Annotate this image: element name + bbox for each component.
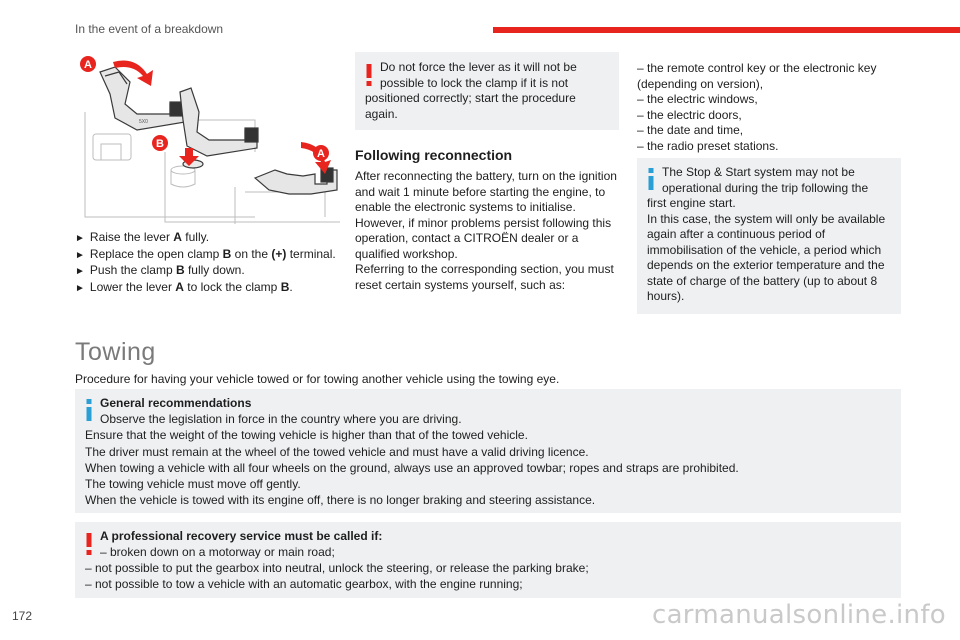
general-line: Ensure that the weight of the towing vehicle is higher than that of the towed vehicle.	[85, 428, 528, 443]
general-line: When the vehicle is towed with its engine off, there is no longer braking and steering assistance.	[85, 493, 596, 508]
step-1: ► Raise the lever A fully.	[75, 230, 210, 244]
general-line: The driver must remain at the wheel of the towed vehicle and must have a valid driving licence.	[85, 444, 589, 459]
step-3: ► Push the clamp B fully down.	[75, 263, 245, 277]
warning-text-rest: positioned correctly; start the procedure again.	[365, 91, 576, 121]
step-arrow-icon: ►	[75, 266, 85, 277]
step-4: ► Lower the lever A to lock the clamp B.	[75, 279, 293, 294]
reconnection-heading: Following reconnection	[355, 147, 513, 163]
towing-intro: Procedure for having your vehicle towed or for towing another vehicle using the towing eye.	[75, 372, 560, 386]
lever-warning-note	[355, 52, 619, 130]
towing-heading: Towing	[75, 338, 156, 366]
reconnect-paragraph-2: However, if minor problems persist following this operation, contact a CITROËN dealer or a qualified workshop.	[355, 215, 612, 261]
reconnection-body	[355, 169, 621, 293]
recovery-service-warning-note	[75, 522, 901, 598]
warning-icon	[365, 64, 373, 86]
recovery-warning-title: A professional recovery service must be called if:	[100, 529, 383, 543]
battery-clamp-illustration	[75, 52, 340, 224]
info-text-rest-1: first engine start.	[647, 196, 736, 210]
clamp-text: 5X0	[139, 119, 148, 125]
info-text-first: The Stop & Start system may not be operational during the trip following the	[662, 165, 869, 195]
header-accent-bar	[493, 27, 960, 33]
list-item: – the date and time,	[637, 123, 744, 137]
label-a: A	[84, 59, 92, 71]
reconnect-paragraph-1: After reconnecting the battery, turn on the ignition and wait 1 minute before starting the engine, to enable the electronic systems to initialise.	[355, 169, 617, 214]
label-a-second: A	[317, 148, 325, 160]
info-icon	[85, 399, 93, 421]
info-icon	[647, 168, 655, 190]
running-header: In the event of a breakdown	[75, 22, 224, 36]
step-arrow-icon: ►	[75, 233, 85, 244]
left-steps	[75, 230, 337, 296]
step-arrow-icon: ►	[75, 249, 85, 261]
page-number: 172	[12, 609, 33, 623]
recovery-line: – broken down on a motorway or main road;	[100, 545, 335, 559]
general-line: When towing a vehicle with all four wheels on the ground, always use an approved towbar; ropes and straps are prohibited.	[85, 460, 739, 475]
reset-systems-list	[637, 61, 899, 154]
reconnect-paragraph-3: Referring to the corresponding section, you must reset certain systems yourself, such as:	[355, 262, 614, 292]
watermark: carmanualsonline.info	[651, 600, 946, 630]
step-arrow-icon: ►	[75, 282, 85, 294]
list-item: – the electric windows,	[637, 92, 758, 106]
general-line: The towing vehicle must move off gently.	[85, 477, 301, 492]
general-recommendations-title: General recommendations	[100, 396, 252, 410]
general-line: Observe the legislation in force in the country where you are driving.	[100, 412, 462, 427]
stop-start-info-note	[637, 158, 901, 314]
list-item: – the radio preset stations.	[637, 138, 779, 153]
label-b: B	[156, 138, 164, 150]
warning-text-first: Do not force the lever as it will not be possible to lock the clamp if it is not	[380, 60, 577, 90]
recovery-line: – not possible to put the gearbox into neutral, unlock the steering, or release the parking brake;	[85, 561, 589, 575]
list-item: – the remote control key or the electronic key (depending on version),	[637, 61, 877, 91]
list-item: – the electric doors,	[637, 107, 742, 122]
info-text-rest-2: In this case, the system will only be available again after a continuous period of immobilisation of the vehicle, a period which depends on the exterior temperature and the state of charge of the battery (up to about 8 hours).	[647, 211, 886, 303]
warning-icon	[85, 533, 93, 555]
step-2: ► Replace the open clamp B on the (+) terminal.	[75, 246, 336, 261]
general-recommendations-note	[75, 389, 901, 513]
recovery-line: – not possible to tow a vehicle with an automatic gearbox, with the engine running;	[85, 577, 523, 591]
